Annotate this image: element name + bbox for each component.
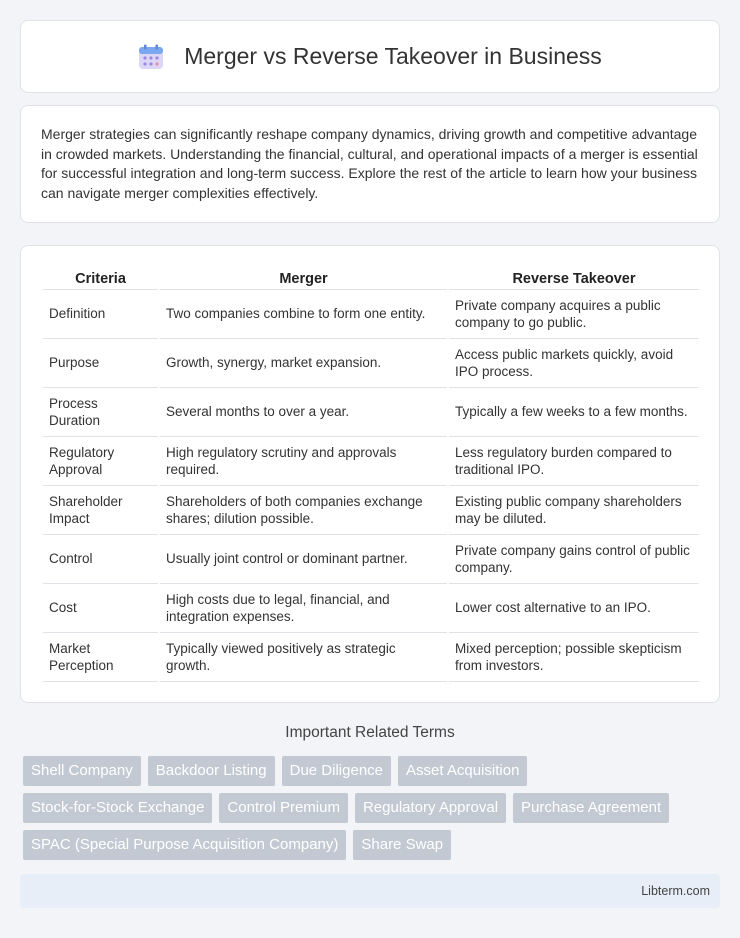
criteria-cell: Shareholder Impact: [43, 486, 158, 535]
related-term-tag[interactable]: Due Diligence: [282, 756, 391, 786]
criteria-cell: Regulatory Approval: [43, 437, 158, 486]
merger-cell: High regulatory scrutiny and approvals required.: [160, 437, 447, 486]
reverse-takeover-cell: Private company acquires a public company to go public.: [449, 290, 699, 339]
reverse-takeover-cell: Existing public company shareholders may be diluted.: [449, 486, 699, 535]
criteria-cell: Market Perception: [43, 633, 158, 682]
criteria-cell: Cost: [43, 584, 158, 633]
merger-cell: Two companies combine to form one entity.: [160, 290, 447, 339]
page-title: Merger vs Reverse Takeover in Business: [184, 43, 602, 69]
table-row: [43, 486, 699, 535]
table-row: [43, 584, 699, 633]
comparison-table-card: [20, 245, 720, 703]
criteria-cell: Process Duration: [43, 388, 158, 437]
related-term-tag[interactable]: Regulatory Approval: [355, 793, 506, 823]
reverse-takeover-cell: Lower cost alternative to an IPO.: [449, 584, 699, 633]
merger-cell: Typically viewed positively as strategic growth.: [160, 633, 447, 682]
reverse-takeover-cell: Mixed perception; possible skepticism from investors.: [449, 633, 699, 682]
criteria-cell: Definition: [43, 290, 158, 339]
related-terms-list: [23, 756, 723, 867]
calendar-icon: [138, 44, 164, 70]
table-row: [43, 388, 699, 437]
intro-text: Merger strategies can significantly reshape company dynamics, driving growth and competitive advantage in crowded markets. Understanding the financial, cultural, and operational impacts of a merger is essential for successful integration and long-term success. Explore the rest of the article to learn how your business can navigate merger complexities effectively.: [41, 126, 698, 201]
title-card: [20, 20, 720, 93]
merger-cell: Growth, synergy, market expansion.: [160, 339, 447, 388]
reverse-takeover-cell: Less regulatory burden compared to traditional IPO.: [449, 437, 699, 486]
reverse-takeover-cell: Private company gains control of public company.: [449, 535, 699, 584]
merger-cell: Usually joint control or dominant partner.: [160, 535, 447, 584]
reverse-takeover-cell: Access public markets quickly, avoid IPO process.: [449, 339, 699, 388]
header-criteria: Criteria: [43, 266, 158, 290]
table-row: [43, 535, 699, 584]
related-term-tag[interactable]: Control Premium: [219, 793, 348, 823]
related-term-tag[interactable]: Asset Acquisition: [398, 756, 527, 786]
related-term-tag[interactable]: Share Swap: [353, 830, 451, 860]
merger-cell: Shareholders of both companies exchange shares; dilution possible.: [160, 486, 447, 535]
merger-cell: Several months to over a year.: [160, 388, 447, 437]
related-term-tag[interactable]: Purchase Agreement: [513, 793, 669, 823]
intro-card: [20, 105, 720, 223]
related-terms-title: Important Related Terms: [285, 724, 455, 741]
footer-brand-link[interactable]: Libterm.com: [641, 884, 710, 898]
related-term-tag[interactable]: Backdoor Listing: [148, 756, 275, 786]
table-header-row: [43, 266, 699, 290]
table-row: [43, 633, 699, 682]
related-term-tag[interactable]: Stock-for-Stock Exchange: [23, 793, 212, 823]
header-merger: Merger: [160, 266, 447, 290]
header-reverse-takeover: Reverse Takeover: [449, 266, 699, 290]
criteria-cell: Purpose: [43, 339, 158, 388]
related-term-tag[interactable]: Shell Company: [23, 756, 141, 786]
table-row: [43, 290, 699, 339]
comparison-table: [41, 266, 701, 682]
reverse-takeover-cell: Typically a few weeks to a few months.: [449, 388, 699, 437]
criteria-cell: Control: [43, 535, 158, 584]
footer: [20, 874, 720, 908]
table-row: [43, 437, 699, 486]
merger-cell: High costs due to legal, financial, and integration expenses.: [160, 584, 447, 633]
related-term-tag[interactable]: SPAC (Special Purpose Acquisition Company): [23, 830, 346, 860]
table-row: [43, 339, 699, 388]
